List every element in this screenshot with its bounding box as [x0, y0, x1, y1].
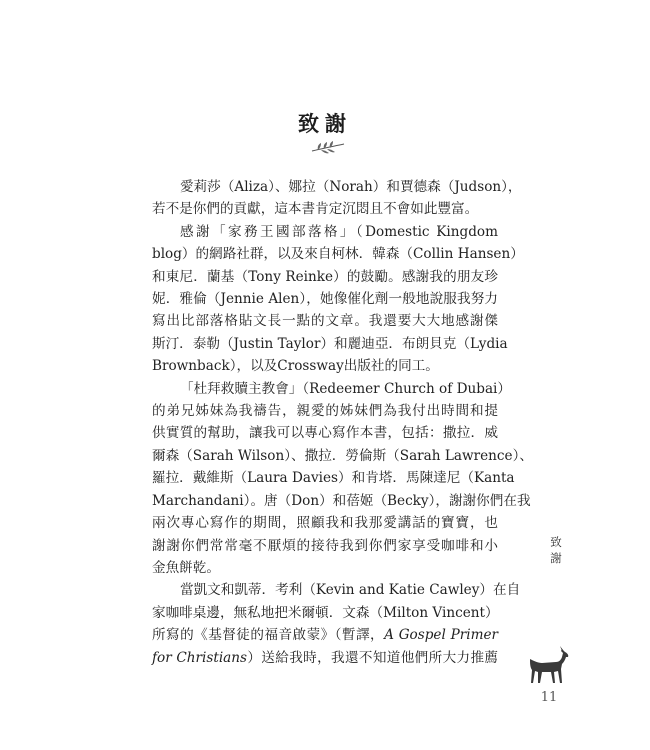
text-line: 家咖啡桌邊，無私地把米爾頓．文森（Milton Vincent）	[152, 604, 499, 621]
text-line: 斯汀．泰勒（Justin Taylor）和麗迪亞．布朗貝克（Lydia	[152, 335, 508, 352]
goat-icon	[524, 645, 570, 689]
text-line: Brownback），以及Crossway出版社的同工。	[152, 358, 439, 375]
text-line: Marchandani）。唐（Don）和蓓姬（Becky），謝謝你們在我	[152, 492, 531, 509]
book-title-italic: for Christians	[152, 649, 248, 666]
text-line: 寫出比部落格貼文長一點的文章。我還要大大地感謝傑	[152, 313, 498, 330]
side-tab-char: 致	[550, 535, 562, 549]
text-line: 和東尼．蘭基（Tony Reinke）的鼓勵。感謝我的朋友珍	[152, 268, 498, 285]
page-title: 致謝	[298, 111, 352, 136]
text-segment: ）送給我時，我還不知道他們所大力推薦	[247, 649, 498, 666]
paragraph-1	[152, 176, 522, 221]
paragraph-4	[152, 579, 521, 669]
paragraph-3	[152, 378, 533, 580]
paragraph-2	[152, 221, 524, 378]
leaf-ornament-icon	[310, 140, 346, 156]
text-line: 「杜拜救贖主教會」（Redeemer Church of Dubai）	[180, 380, 511, 397]
text-line: 當凱文和凱蒂．考利（Kevin and Katie Cawley）在自	[180, 582, 521, 599]
page-number: 11	[540, 690, 558, 705]
acknowledgements-body	[152, 176, 533, 669]
text-line: 兩次專心寫作的期間，照顧我和我那愛講話的寶寶，也	[152, 515, 498, 532]
text-line: 供實質的幫助，讓我可以專心寫作本書，包括：撒拉．威	[152, 425, 498, 442]
text-line: 感謝「家務王國部落格」（Domestic Kingdom	[180, 223, 498, 240]
text-line: 愛莉莎（Aliza）、娜拉（Norah）和賈德森（Judson），	[180, 179, 522, 195]
text-line	[152, 647, 498, 669]
text-line: 金魚餅乾。	[152, 559, 220, 576]
book-title-italic: A Gospel Primer	[384, 627, 499, 644]
text-line: 若不是你們的貢獻，這本書肯定沉悶且不會如此豐富。	[152, 201, 479, 218]
chapter-side-tab	[548, 534, 564, 566]
text-line: 爾森（Sarah Wilson）、撒拉．勞倫斯（Sarah Lawrence）、	[152, 447, 533, 464]
text-segment: 所寫的《基督徒的福音啟蒙》（暫譯，	[152, 627, 385, 644]
text-line: blog）的網路社群，以及來自柯林．韓森（Collin Hansen）	[152, 246, 524, 263]
side-tab-char: 謝	[550, 551, 562, 565]
text-line: 的弟兄姊妹為我禱告，親愛的姊妹們為我付出時間和提	[152, 403, 498, 420]
text-line: 謝謝你們常常毫不厭煩的接待我到你們家享受咖啡和小	[152, 537, 498, 554]
text-line: 羅拉．戴維斯（Laura Davies）和肯塔．馬陳達尼（Kanta	[152, 470, 515, 487]
text-line: 妮．雅倫（Jennie Alen），她像催化劑一般地說服我努力	[152, 291, 498, 308]
text-line	[152, 624, 498, 646]
